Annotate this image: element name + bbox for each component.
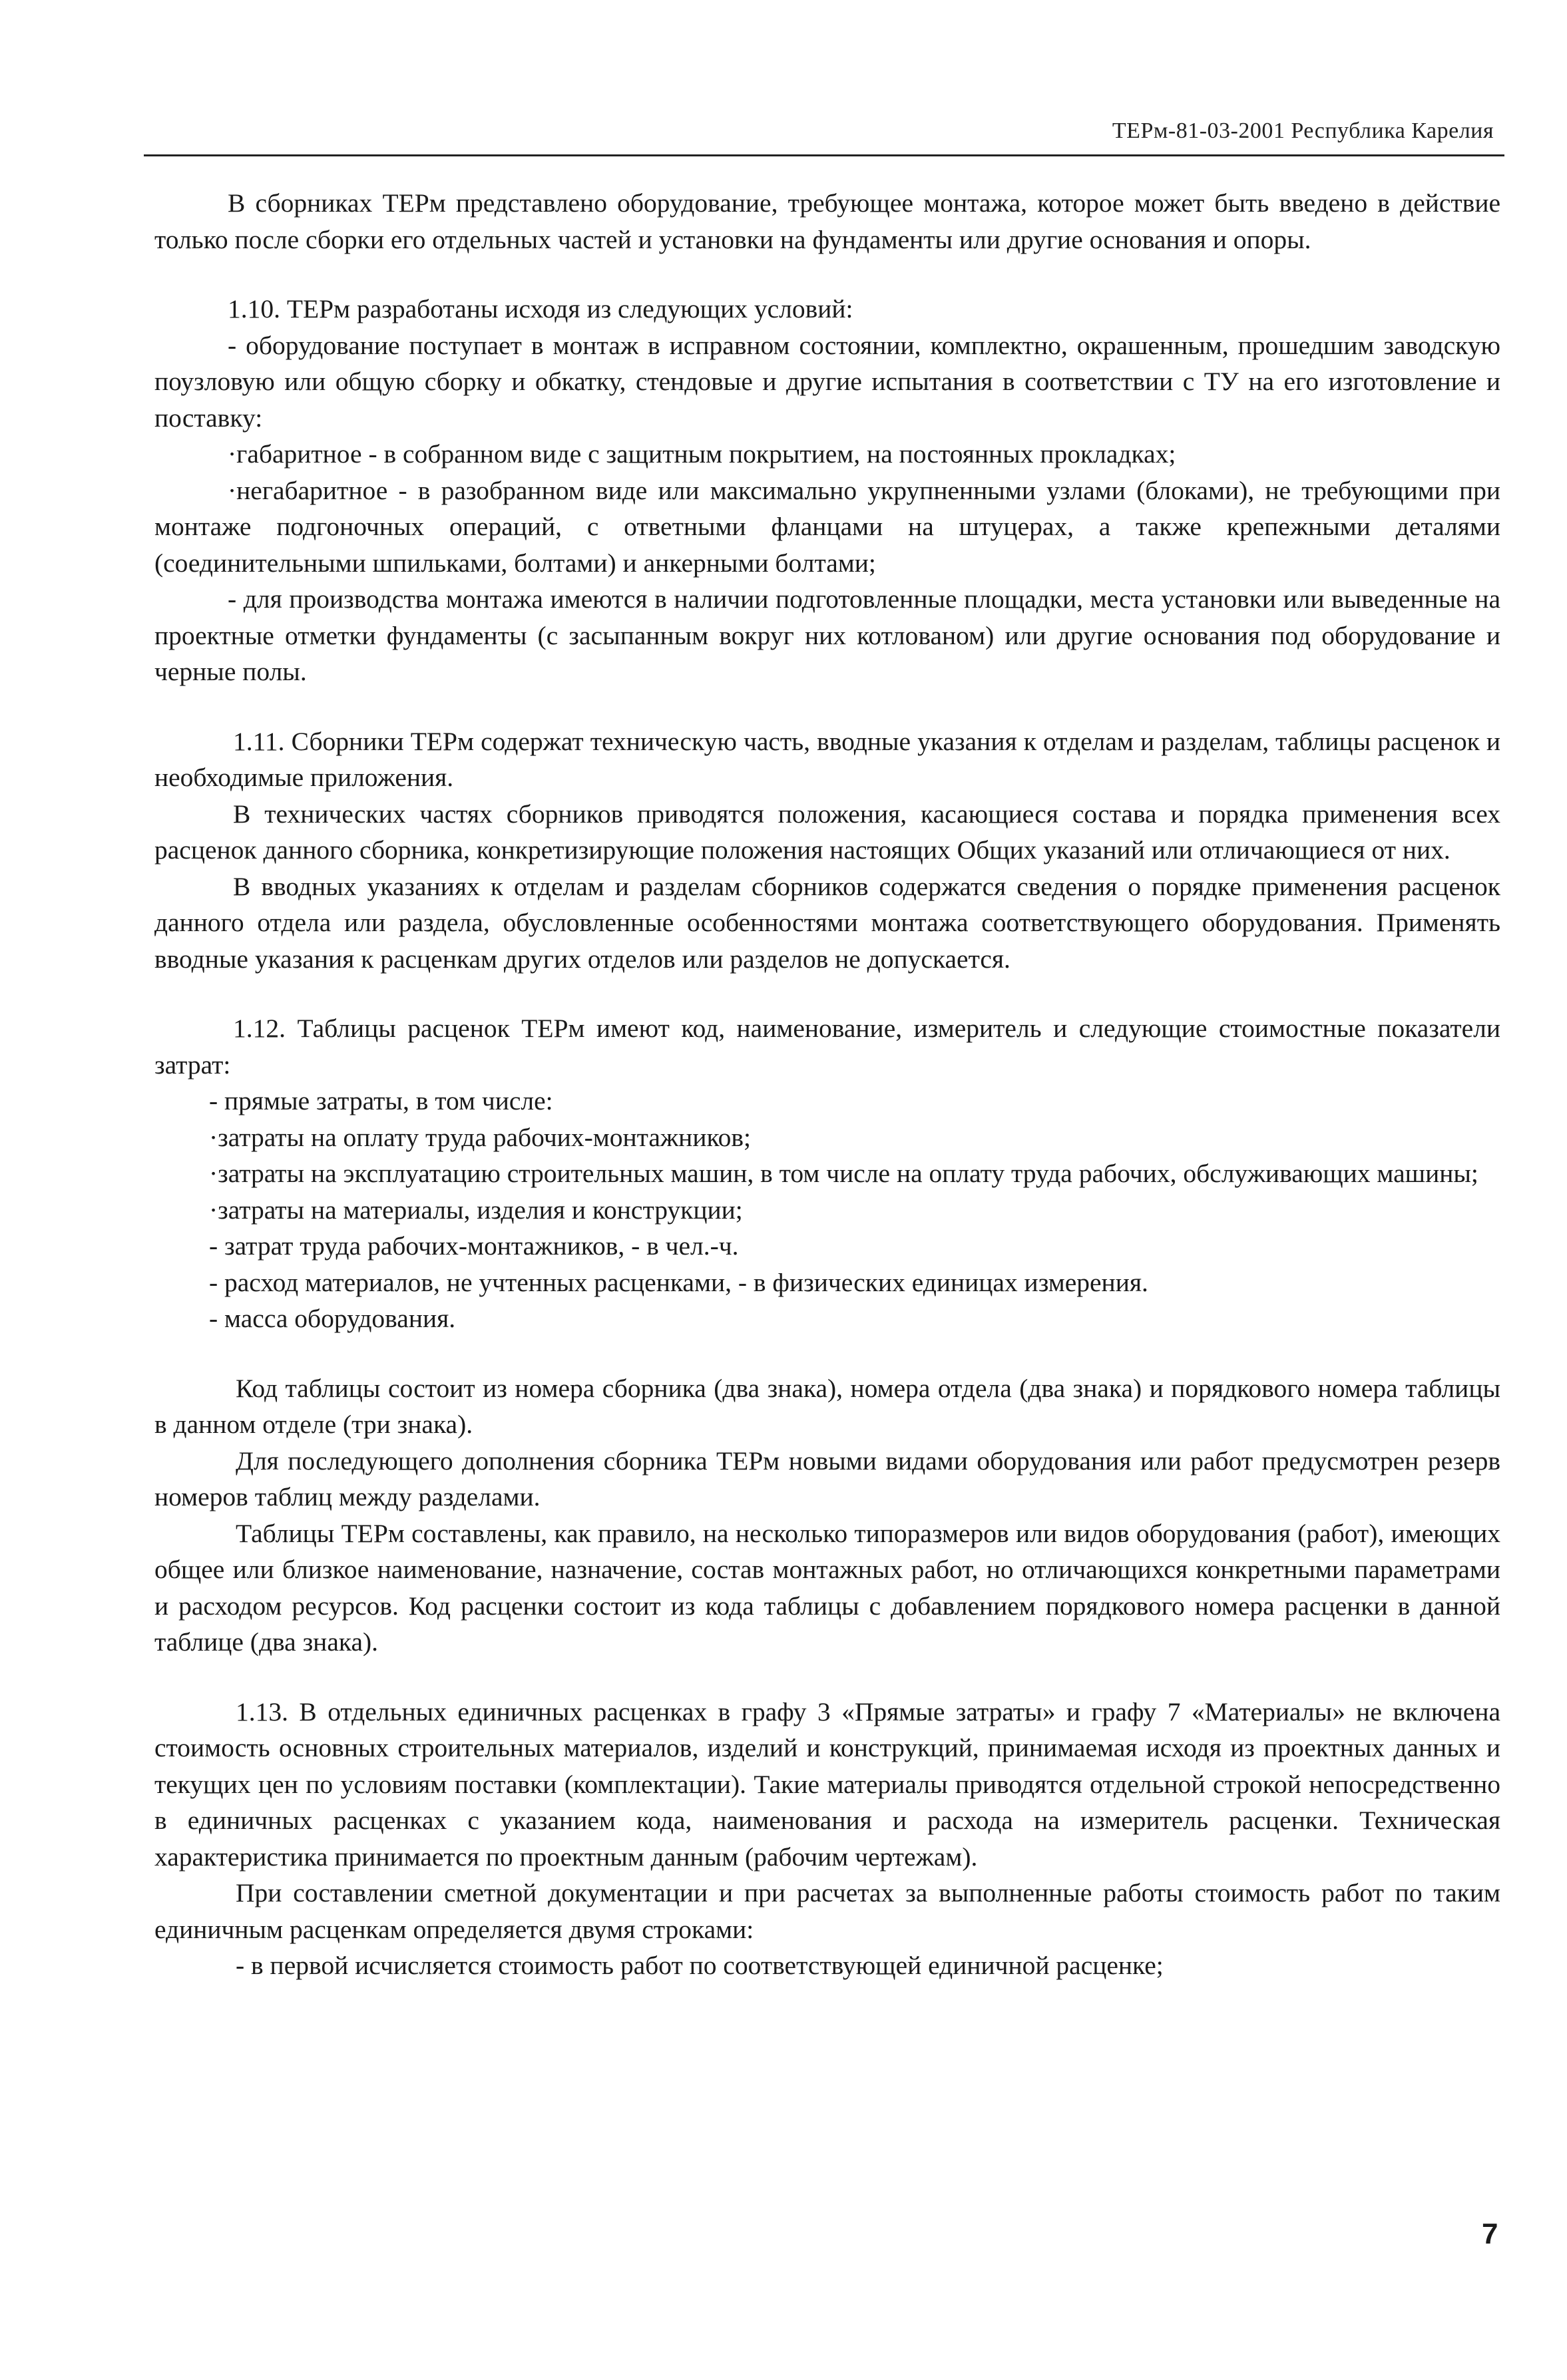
list-subitem: ·габаритное - в собранном виде с защитным покрытием, на постоянных прокладках;: [228, 439, 1176, 469]
list-item: - для производства монтажа имеются в наличии подготовленные площадки, места установки или выведенные на проектные отметки фундаменты (с засыпанным вокруг них котлованом) или другие основания под оборудование и черные полы.: [154, 584, 1500, 686]
section-1-13-paragraph: 1.13. В отдельных единичных расценках в графу 3 «Прямые затраты» и графу 7 «Материалы» не включена стоимость основных строительных материалов, изделий и конструкций, принимаемая исходя из проектных данных и текущих цен по условиям поставки (комплектации). Такие материалы приводятся отдельной строкой непосредственно в единичных расценках с указанием кода, наименования и расхода на измеритель расценки. Техническая характеристика принимается по проектным данным (рабочим чертежам).: [154, 1696, 1500, 1872]
list-item: - затрат труда рабочих-монтажников, - в чел.-ч.: [209, 1231, 739, 1261]
paragraph: В вводных указаниях к отделам и разделам сборников содержатся сведения о порядке применения расценок данного отдела или раздела, обусловленные особенностями монтажа соответствующего оборудования. Применять вводные указания к расценкам других отделов или разделов не допускается.: [154, 871, 1500, 974]
list-item: - оборудование поступает в монтаж в исправном состоянии, комплектно, окрашенным, прошедшим заводскую поузловую или общую сборку и обкатку, стендовые и другие испытания в соответствии с ТУ на его изготовление и поставку:: [154, 330, 1500, 433]
list-item: - прямые затраты, в том числе:: [209, 1086, 553, 1115]
list-subitem: ·негабаритное - в разобранном виде или максимально укрупненными узлами (блоками), не требующими при монтаже подгоночных операций, с ответными фланцами на штуцерах, а также крепежными деталями (соединительными шпильками, болтами) и анкерными болтами;: [154, 475, 1500, 578]
list-item: - в первой исчисляется стоимость работ по соответствующей единичной расценке;: [236, 1951, 1164, 1980]
paragraph-intro: В сборниках ТЕРм представлено оборудование, требующее монтажа, которое может быть введено в действие только после сборки его отдельных частей и установки на фундаменты или другие основания и опоры.: [154, 188, 1500, 254]
running-header: ТЕРм-81-03-2001 Республика Карелия: [1112, 118, 1494, 143]
paragraph: В технических частях сборников приводятся положения, касающиеся состава и порядка применения всех расценок данного сборника, конкретизирующие положения настоящих Общих указаний или отличающиеся от них.: [154, 799, 1500, 865]
list-subitem: ·затраты на оплату труда рабочих-монтажников;: [209, 1122, 752, 1152]
paragraph: Таблицы ТЕРм составлены, как правило, на несколько типоразмеров или видов оборудования (работ), имеющих общее или близкое наименование, назначение, состав монтажных работ, но отличающихся конкретными параметрами и расходом ресурсов. Код расценки состоит из кода таблицы с добавлением порядкового номера расценки в данной таблице (два знака).: [154, 1518, 1500, 1657]
paragraph: Код таблицы состоит из номера сборника (два знака), номера отдела (два знака) и порядкового номера таблицы в данном отделе (три знака).: [154, 1373, 1500, 1439]
section-1-11-paragraph: 1.11. Сборники ТЕРм содержат техническую часть, вводные указания к отделам и разделам, таблицы расценок и необходимые приложения.: [154, 726, 1500, 792]
section-1-10-heading: 1.10. ТЕРм разработаны исходя из следующих условий:: [228, 294, 853, 323]
header-rule: [144, 154, 1504, 156]
list-subitem: ·затраты на материалы, изделия и конструкции;: [209, 1195, 743, 1225]
list-item: - масса оборудования.: [209, 1304, 456, 1333]
section-1-12-paragraph: 1.12. Таблицы расценок ТЕРм имеют код, наименование, измеритель и следующие стоимостные показатели затрат:: [154, 1014, 1500, 1080]
paragraph: Для последующего дополнения сборника ТЕРм новыми видами оборудования или работ предусмотрен резерв номеров таблиц между разделами.: [154, 1446, 1500, 1511]
page-number: 7: [1482, 2218, 1498, 2250]
list-subitem: ·затраты на эксплуатацию строительных машин, в том числе на оплату труда рабочих, обслуживающих машины;: [209, 1159, 1478, 1188]
list-item: - расход материалов, не учтенных расценками, - в физических единицах измерения.: [209, 1267, 1148, 1297]
body-text: [154, 185, 1500, 1984]
paragraph: При составлении сметной документации и при расчетах за выполненные работы стоимость работ по таким единичным расценкам определяется двумя строками:: [154, 1878, 1500, 1944]
